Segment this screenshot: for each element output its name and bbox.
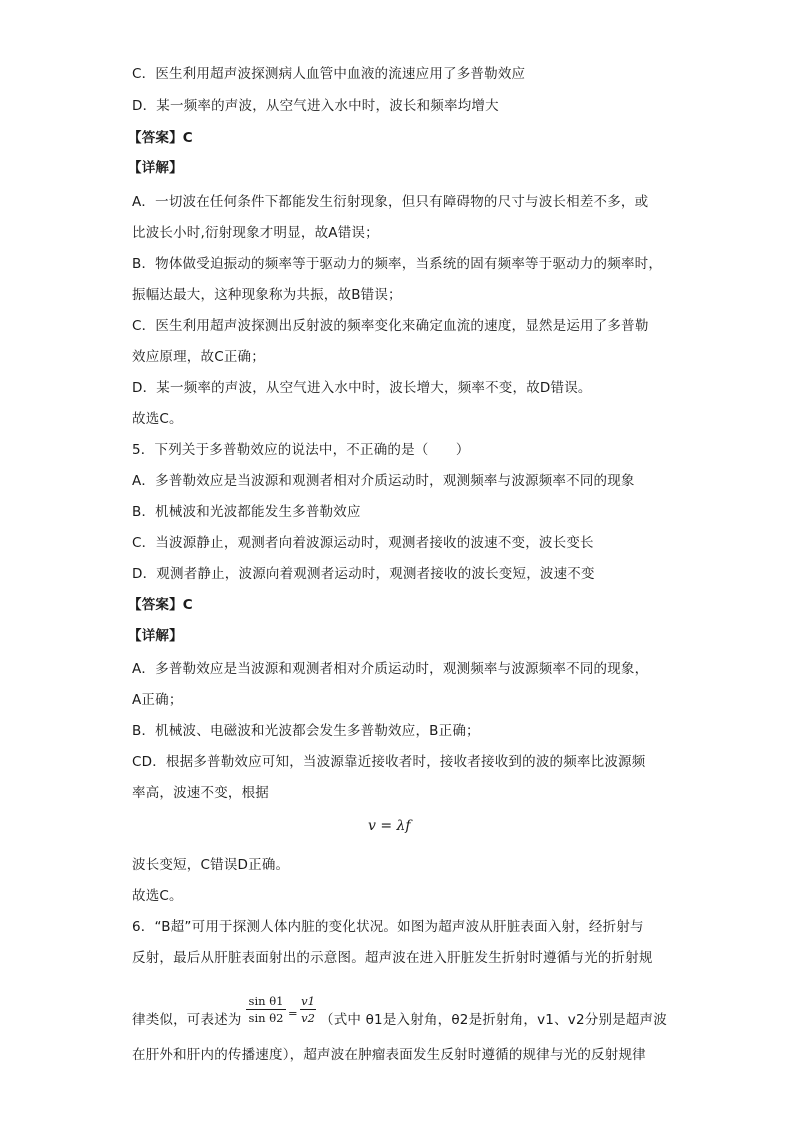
wave-speed-formula: v = λf	[368, 818, 411, 834]
refraction-law-prefix: 律类似，可表述为	[132, 1012, 242, 1028]
fraction-numerator: v1	[301, 994, 315, 1008]
explanation-line: CD．根据多普勒效应可知，当波源靠近接收者时，接收者接收到的波的频率比波源频	[132, 754, 646, 770]
option-d-text: D．某一频率的声波，从空气进入水中时，波长和频率均增大	[132, 98, 499, 114]
refraction-law-suffix: （式中 θ1是入射角，θ2是折射角，v1、v2分别是超声波	[320, 1012, 667, 1028]
question-6-stem: 反射，最后从肝脏表面射出的示意图。超声波在进入肝脏发生折射时遵循与光的折射规	[132, 950, 653, 966]
question-5-option-d: D．观测者静止，波源向着观测者运动时，观测者接收的波长变短，波速不变	[132, 566, 595, 582]
question-5-option-c: C．当波源静止，观测者向着波源运动时，观测者接收的波速不变，波长变长	[132, 535, 594, 551]
explanation-line: 率高，波速不变，根据	[132, 785, 269, 801]
fraction-denominator: v2	[301, 1011, 315, 1025]
explanation-line: C．医生利用超声波探测出反射波的频率变化来确定血流的速度，显然是运用了多普勒	[132, 318, 649, 334]
option-c-text: C．医生利用超声波探测病人血管中血液的流速应用了多普勒效应	[132, 66, 526, 82]
explanation-label: 【详解】	[128, 160, 183, 176]
explanation-line: B．机械波、电磁波和光波都会发生多普勒效应，B正确；	[132, 723, 480, 739]
fraction-bar	[246, 1009, 286, 1010]
question-5-option-a: A．多普勒效应是当波源和观测者相对介质运动时，观测频率与波源频率不同的现象	[132, 473, 635, 489]
conclusion-line: 故选C。	[132, 888, 183, 904]
explanation-line: 比波长小时,衍射现象才明显，故A错误；	[132, 225, 379, 241]
question-5-stem: 5．下列关于多普勒效应的说法中，不正确的是（ ）	[132, 442, 470, 458]
explanation-line: 波长变短，C错误D正确。	[132, 857, 290, 873]
question-5-option-b: B．机械波和光波都能发生多普勒效应	[132, 504, 361, 520]
explanation-line: D．某一频率的声波，从空气进入水中时，波长增大，频率不变，故D错误。	[132, 380, 592, 396]
explanation-line: 振幅达最大，这种现象称为共振，故B错误；	[132, 287, 402, 303]
question-6-stem: 在肝外和肝内的传播速度），超声波在肿瘤表面发生反射时遵循的规律与光的反射规律	[132, 1047, 646, 1063]
equals-sign: =	[288, 1006, 298, 1020]
speed-ratio-fraction	[300, 994, 316, 1025]
conclusion-line: 故选C。	[132, 411, 183, 427]
fraction-numerator: sin θ1	[248, 994, 284, 1008]
answer-label: 【答案】C	[128, 130, 193, 146]
explanation-label: 【详解】	[128, 628, 183, 644]
explanation-line: 效应原理，故C正确；	[132, 349, 265, 365]
explanation-line: A．多普勒效应是当波源和观测者相对介质运动时，观测频率与波源频率不同的现象，	[132, 661, 649, 677]
explanation-line: A．一切波在任何条件下都能发生衍射现象，但只有障碍物的尺寸与波长相差不多，或	[132, 194, 649, 210]
explanation-line: B．物体做受迫振动的频率等于驱动力的频率，当系统的固有频率等于驱动力的频率时，	[132, 256, 663, 272]
explanation-line: A正确；	[132, 692, 183, 708]
fraction-denominator: sin θ2	[248, 1011, 284, 1025]
answer-label: 【答案】C	[128, 597, 193, 613]
sine-ratio-fraction	[246, 994, 286, 1025]
fraction-bar	[300, 1009, 316, 1010]
question-6-stem: 6．“B超”可用于探测人体内脏的变化状况。如图为超声波从肝脏表面入射，经折射与	[132, 919, 644, 935]
